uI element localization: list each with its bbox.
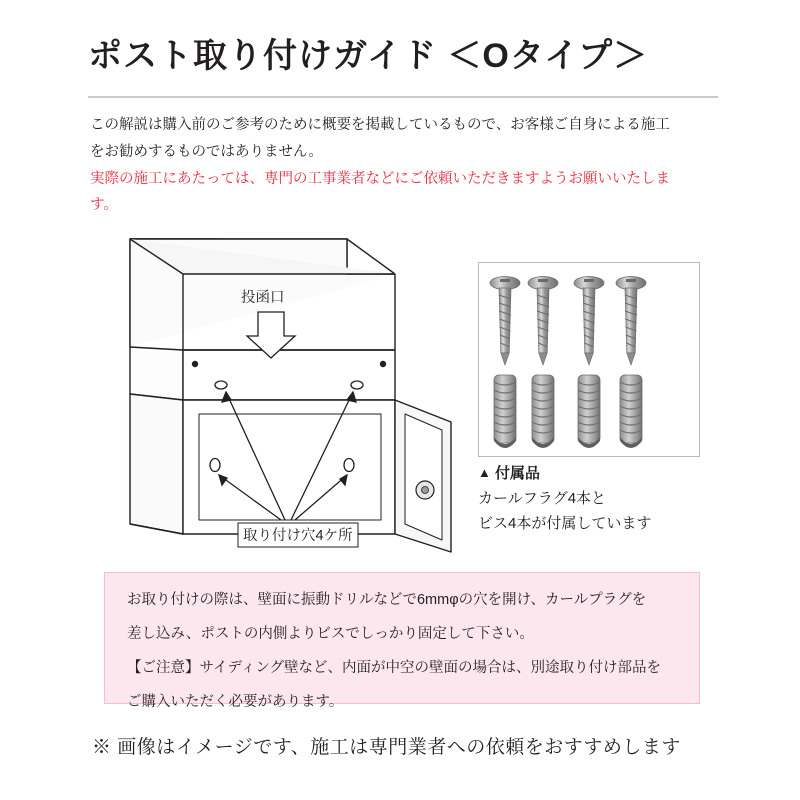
page-title-wrap <box>88 38 728 75</box>
screw-icons <box>490 277 646 366</box>
title-divider <box>88 96 718 98</box>
parts-caption-head: 付属品 <box>495 465 541 482</box>
slot-label: 投函口 <box>241 290 285 306</box>
intro-line-2: をお勧めするものではありません。 <box>90 143 323 160</box>
parts-caption-line-2: ビス4本が付属しています <box>478 514 652 532</box>
wall-plug-icons <box>494 375 642 448</box>
parts-caption-line-1: カールフラグ4本と <box>478 489 607 507</box>
triangle-marker-icon: ▲ <box>478 465 491 480</box>
parts-photo <box>478 262 700 457</box>
note-line-4: ご購入いただく必要があります。 <box>127 694 344 711</box>
page-title: ポスト取り付けガイド ＜Oタイプ＞ <box>88 37 649 75</box>
intro-line-4: す。 <box>90 197 118 214</box>
installation-note <box>104 572 700 711</box>
intro-line-3: 実際の施工にあたっては、専門の工事業者などにご依頼いただきますようお願いいたしま <box>90 170 670 187</box>
note-line-1: お取り付けの際は、壁面に振動ドリルなどで6mmφの穴を開け、カールプラグを <box>127 592 647 608</box>
note-line-2: 差し込み、ポストの内側よりビスでしっかり固定して下さい。 <box>127 626 534 643</box>
parts-caption <box>478 462 718 536</box>
intro-line-1: この解説は購入前のご参考のために概要を掲載しているもので、お客様ご自身による施工 <box>90 117 670 133</box>
footer-disclaimer: ※ 画像はイメージです、施工は専門業者への依頼をおすすめします <box>92 737 681 758</box>
holes-label: 取り付け穴4ケ所 <box>243 528 353 544</box>
parts-caption-head-row <box>478 462 718 487</box>
intro-paragraph <box>90 112 720 219</box>
note-line-3: 【ご注意】サイディング壁など、内面が中空の壁面の場合は、別途取り付け部品を <box>127 660 662 677</box>
